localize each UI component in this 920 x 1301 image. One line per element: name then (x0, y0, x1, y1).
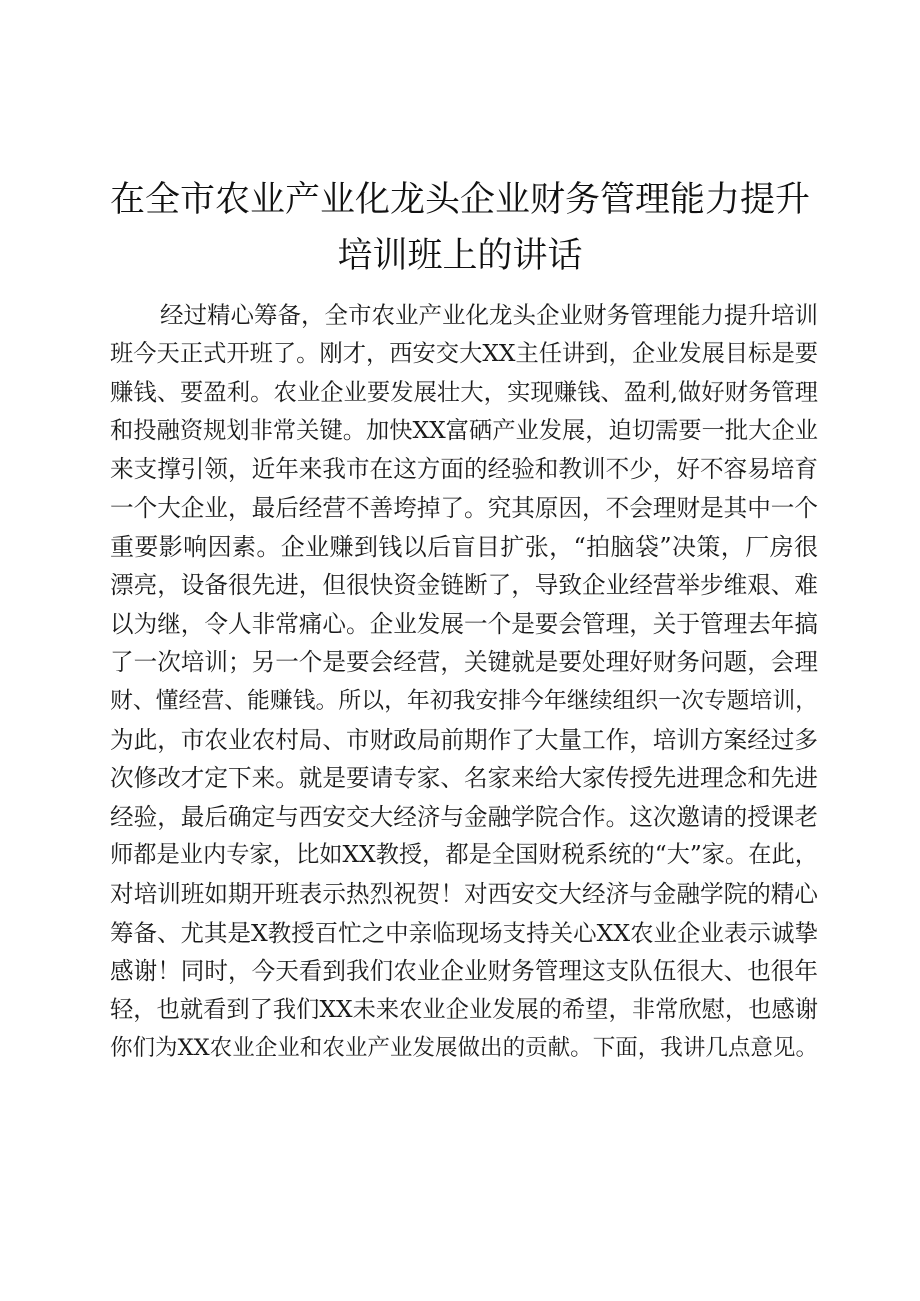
paragraph-line: 为此，市农业农村局、市财政局前期作了大量工作，培训方案经过多 (110, 725, 818, 754)
paragraph-line: 次修改才定下来。就是要请专家、名家来给大家传授先进理念和先进 (110, 764, 818, 793)
paragraph-line: 经验，最后确定与西安交大经济与金融学院合作。这次邀请的授课老 (110, 802, 818, 831)
paragraph-line: 筹备、尤其是X教授百忙之中亲临现场支持关心XX农业企业表示诚挚 (110, 918, 818, 947)
paragraph-line: 一个大企业，最后经营不善垮掉了。究其原因，不会理财是其中一个 (110, 493, 818, 522)
paragraph-line: 班今天正式开班了。刚才，西安交大XX主任讲到，企业发展目标是要 (110, 339, 818, 367)
paragraph-line: 对培训班如期开班表示热烈祝贺！对西安交大经济与金融学院的精心 (110, 879, 818, 908)
paragraph-line: 师都是业内专家，比如XX教授，都是全国财税系统的“大”家。在此， (110, 841, 818, 869)
paragraph-line: 来支撑引领，近年来我市在这方面的经验和教训不少，好不容易培育 (110, 455, 818, 484)
paragraph-line: 以为继，令人非常痛心。企业发展一个是要会管理，关于管理去年搞 (110, 609, 818, 638)
paragraph-line: 你们为XX农业企业和农业产业发展做出的贡献。下面，我讲几点意见。 (110, 1035, 818, 1062)
paragraph-line: 了一次培训；另一个是要会经营，关键就是要处理好财务问题，会理 (110, 648, 818, 677)
paragraph-line: 重要影响因素。企业赚到钱以后盲目扩张，“拍脑袋”决策，厂房很 (110, 532, 819, 561)
title-line-1: 在全市农业产业化龙头企业财务管理能力提升 (109, 180, 810, 220)
paragraph-line: 经过精心筹备，全市农业产业化龙头企业财务管理能力提升培训 (160, 301, 818, 329)
paragraph-line: 和投融资规划非常关键。加快XX富硒产业发展，迫切需要一批大企业 (110, 416, 818, 444)
paragraph-line: 财、懂经营、能赚钱。所以，年初我安排今年继续组织一次专题培训， (110, 687, 818, 714)
paragraph-line: 感谢！同时，今天看到我们农业企业财务管理这支队伍很大、也很年 (110, 957, 818, 986)
speech-title (60, 172, 860, 284)
paragraph-line: 漂亮，设备很先进，但很快资金链断了，导致企业经营举步维艰、难 (110, 571, 818, 600)
speech-paragraph (110, 296, 818, 1068)
paragraph-line: 轻，也就看到了我们XX未来农业企业发展的希望，非常欣慰，也感谢 (110, 995, 818, 1023)
title-line-2: 培训班上的讲话 (337, 236, 583, 276)
paragraph-line: 赚钱、要盈利。农业企业要发展壮大，实现赚钱、盈利,做好财务管理 (110, 378, 818, 407)
